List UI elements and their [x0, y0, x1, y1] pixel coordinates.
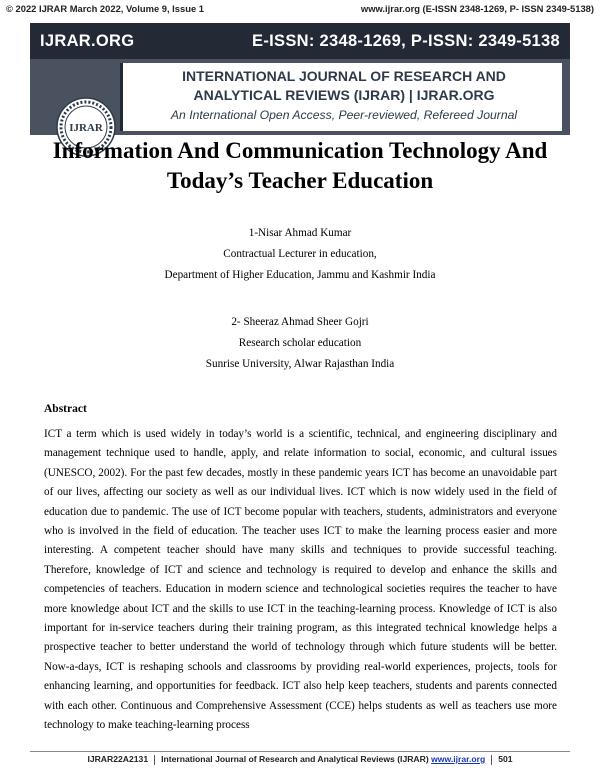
footer-link[interactable]: www.ijrar.org — [431, 754, 486, 764]
author1-position: Contractual Lecturer in education, — [223, 248, 377, 260]
running-header — [6, 3, 594, 17]
footer-paper-id: IJRAR22A2131 — [87, 754, 149, 764]
author2-affiliation: Sunrise University, Alwar Rajasthan India — [205, 358, 395, 370]
author2-name: 2- Sheeraz Ahmad Sheer Gojri — [231, 316, 369, 328]
banner-top-bar — [30, 23, 570, 59]
footer-divider — [30, 751, 570, 752]
banner-site: IJRAR.ORG — [40, 32, 135, 50]
page-footer — [0, 754, 600, 768]
seal-text: IJRAR — [69, 122, 103, 134]
footer-page-number: 501 — [498, 754, 513, 764]
banner-subtitle: An International Open Access, Peer-reviewed, Refereed Journal — [170, 108, 518, 122]
footer-separator — [491, 755, 492, 765]
abstract-heading: Abstract — [44, 403, 87, 415]
banner-body — [30, 59, 570, 135]
banner-title-line2: ANALYTICAL REVIEWS (IJRAR) | IJRAR.ORG — [193, 87, 495, 103]
abstract-text: ICT a term which is used widely in today’s world is a scientific, technical, and engineering disciplinary and management technique used to handle, apply, and relate information to social, economic, and cultural issues (UNESCO, 2002). For the past few decades, mostly in these pandemic years ICT has become an unavoidable part of our lives, affecting our society as well as our individual lives. ICT which is now widely used in the field of education due to pandemic. The use of ICT become popular with teachers, students, administrators and everyone who is involved in the field of education. The teacher uses ICT to make the learning process easier and more interesting. A competent teacher should have many skills and techniques to provide successful teaching. Therefore, knowledge of ICT and science and technology is required to develop and enhance the skills and competencies of teachers. Education in modern science and technological societies requires the teacher to have more knowledge about ICT and the skills to use ICT in the teaching-learning process. Knowledge of ICT is also important for in-service teachers during their training program, as this integrated technical knowledge helps a prospective teacher to better understand the world of technology through which future students will be better. Now-a-days, ICT is reshaping schools and classrooms by providing real-world experiences, projects, tools for enhancing learning, and opportunities for feedback. ICT also help keep teachers, students and parents connected with each other. Continuous and Comprehensive Assessment (CCE) helps students as well as teachers use more technology to make teaching-learning process — [44, 428, 557, 732]
journal-banner — [30, 23, 570, 135]
author2-position: Research scholar education — [238, 337, 362, 349]
footer-separator — [154, 755, 155, 765]
author1-name: 1-Nisar Ahmad Kumar — [248, 227, 352, 239]
banner-title-line1: INTERNATIONAL JOURNAL OF RESEARCH AND — [182, 68, 506, 84]
paper-title-line2: Today’s Teacher Education — [166, 168, 434, 193]
header-citation: © 2022 IJRAR March 2022, Volume 9, Issue 1 — [6, 3, 204, 14]
paper-title-line1: Information And Communication Technology And — [52, 138, 548, 163]
header-issn: www.ijrar.org (E-ISSN 2348-1269, P- ISSN 2349-5138) — [360, 3, 594, 14]
footer-journal: International Journal of Research and Analytical Reviews (IJRAR) — [161, 754, 429, 764]
author1-affiliation: Department of Higher Education, Jammu and Kashmir India — [164, 269, 436, 281]
banner-issn: E-ISSN: 2348-1269, P-ISSN: 2349-5138 — [252, 32, 560, 50]
banner-title-panel — [120, 63, 562, 131]
